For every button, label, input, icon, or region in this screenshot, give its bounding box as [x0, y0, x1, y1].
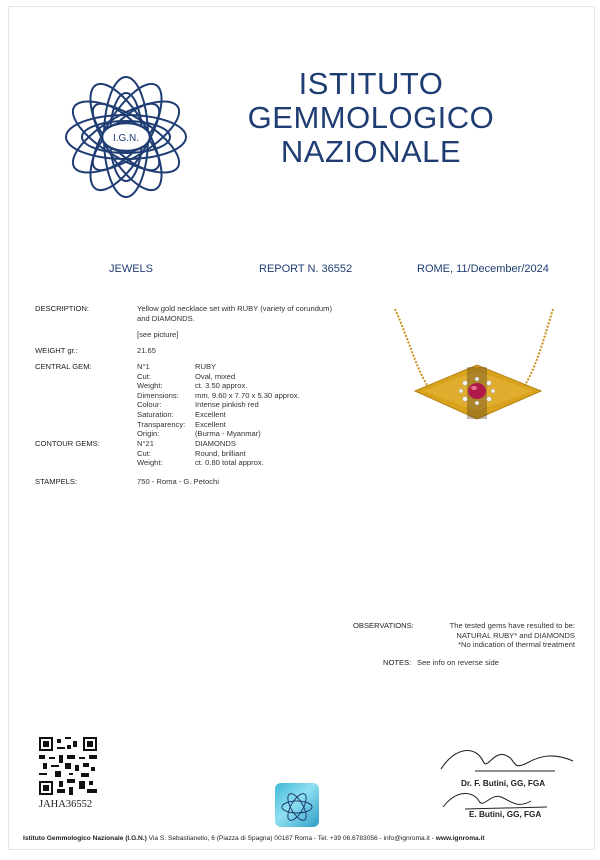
gem-name: RUBY	[195, 362, 217, 371]
observations-label: OBSERVATIONS:	[353, 621, 414, 630]
gem-value: ct. 0.80 total approx.	[195, 458, 264, 468]
certificate-page	[8, 6, 595, 850]
footer-address: Via S. Sebastianello, 6 (Piazza di Spagna) 00187 Roma - Tel. +39 06.6783056 - info@ignroma.it -	[148, 835, 434, 842]
institute-title	[241, 67, 501, 169]
place-date: ROME, 11/December/2024	[417, 263, 549, 275]
footer-org: Istituto Gemmologico Nazionale (I.G.N.)	[23, 835, 147, 842]
weight-label: WEIGHT gr.:	[35, 346, 78, 355]
gem-key: Weight:	[137, 381, 163, 391]
gem-key: Cut:	[137, 371, 151, 381]
gem-count: N°21	[137, 439, 154, 448]
description-line: Yellow gold necklace set with RUBY (variety of corundum)	[137, 304, 332, 313]
gem-count: N°1	[137, 362, 150, 371]
gem-key: Dimensions:	[137, 390, 179, 400]
qr-code	[39, 737, 97, 795]
gem-value: Round, brilliant	[195, 448, 246, 458]
weight-value: 21.65	[137, 346, 157, 355]
observation-line: NATURAL RUBY* and DIAMONDS	[456, 630, 575, 640]
gem-value: ct. 3.50 approx.	[195, 381, 248, 391]
qr-code-number: JAHA36552	[39, 799, 93, 810]
observation-line: The tested gems have resulted to be:	[449, 621, 575, 630]
gem-value: Intense pinkish red	[195, 400, 259, 410]
footer-web: www.ignroma.it	[435, 835, 485, 842]
notes-value: See info on reverse side	[417, 658, 499, 667]
gem-value: Oval, mixed	[195, 371, 236, 381]
footer	[23, 835, 588, 842]
gem-key: Weight:	[137, 458, 163, 468]
contour-gems-keys	[137, 439, 163, 468]
picture-note: [see picture]	[137, 330, 179, 340]
signature-1-name: Dr. F. Butini, GG, FGA	[461, 779, 546, 788]
description-value	[137, 304, 332, 340]
notes-label: NOTES:	[383, 658, 412, 667]
gem-key: Colour:	[137, 400, 162, 410]
gem-name: DIAMONDS	[195, 439, 236, 448]
stampels-label: STAMPELS:	[35, 477, 78, 486]
gem-key: Transparency:	[137, 419, 186, 429]
observations-text	[427, 621, 575, 650]
title-line: ISTITUTO	[298, 66, 444, 101]
signature-2-name: E. Butini, GG, FGA	[469, 810, 542, 819]
report-number: REPORT N. 36552	[259, 263, 353, 275]
logo-text: I.G.N.	[112, 133, 140, 144]
necklace-photo	[393, 305, 559, 425]
title-line: GEMMOLOGICO	[247, 100, 495, 135]
hologram-seal	[275, 783, 319, 827]
stampels-value: 750 - Roma - G. Petochi	[137, 477, 219, 486]
signature-1-icon	[435, 741, 585, 781]
header	[9, 7, 594, 227]
category-label: JEWELS	[109, 263, 154, 275]
gem-key: Origin:	[137, 429, 160, 439]
gem-value: mm. 9.60 x 7.70 x 5.30 approx.	[195, 390, 300, 400]
observation-line: *No indication of thermal treatment	[458, 640, 575, 650]
central-gem-keys	[137, 362, 185, 439]
gem-key: Cut:	[137, 448, 151, 458]
description-line: and DIAMONDS.	[137, 313, 195, 323]
hologram-logo-icon	[275, 783, 319, 827]
report-band	[41, 257, 571, 281]
title-line: NAZIONALE	[280, 134, 462, 169]
contour-gems-values	[195, 439, 264, 468]
contour-gems-label: CONTOUR GEMS:	[35, 439, 100, 448]
central-gem-label: CENTRAL GEM:	[35, 362, 92, 371]
gem-value: Excellent	[195, 409, 226, 419]
ign-logo	[57, 65, 195, 215]
central-gem-values	[195, 362, 300, 439]
gem-key: Saturation:	[137, 409, 174, 419]
gem-value: Excellent	[195, 419, 226, 429]
gem-value: (Burma - Myanmar)	[195, 429, 261, 439]
description-label: DESCRIPTION:	[35, 304, 90, 313]
